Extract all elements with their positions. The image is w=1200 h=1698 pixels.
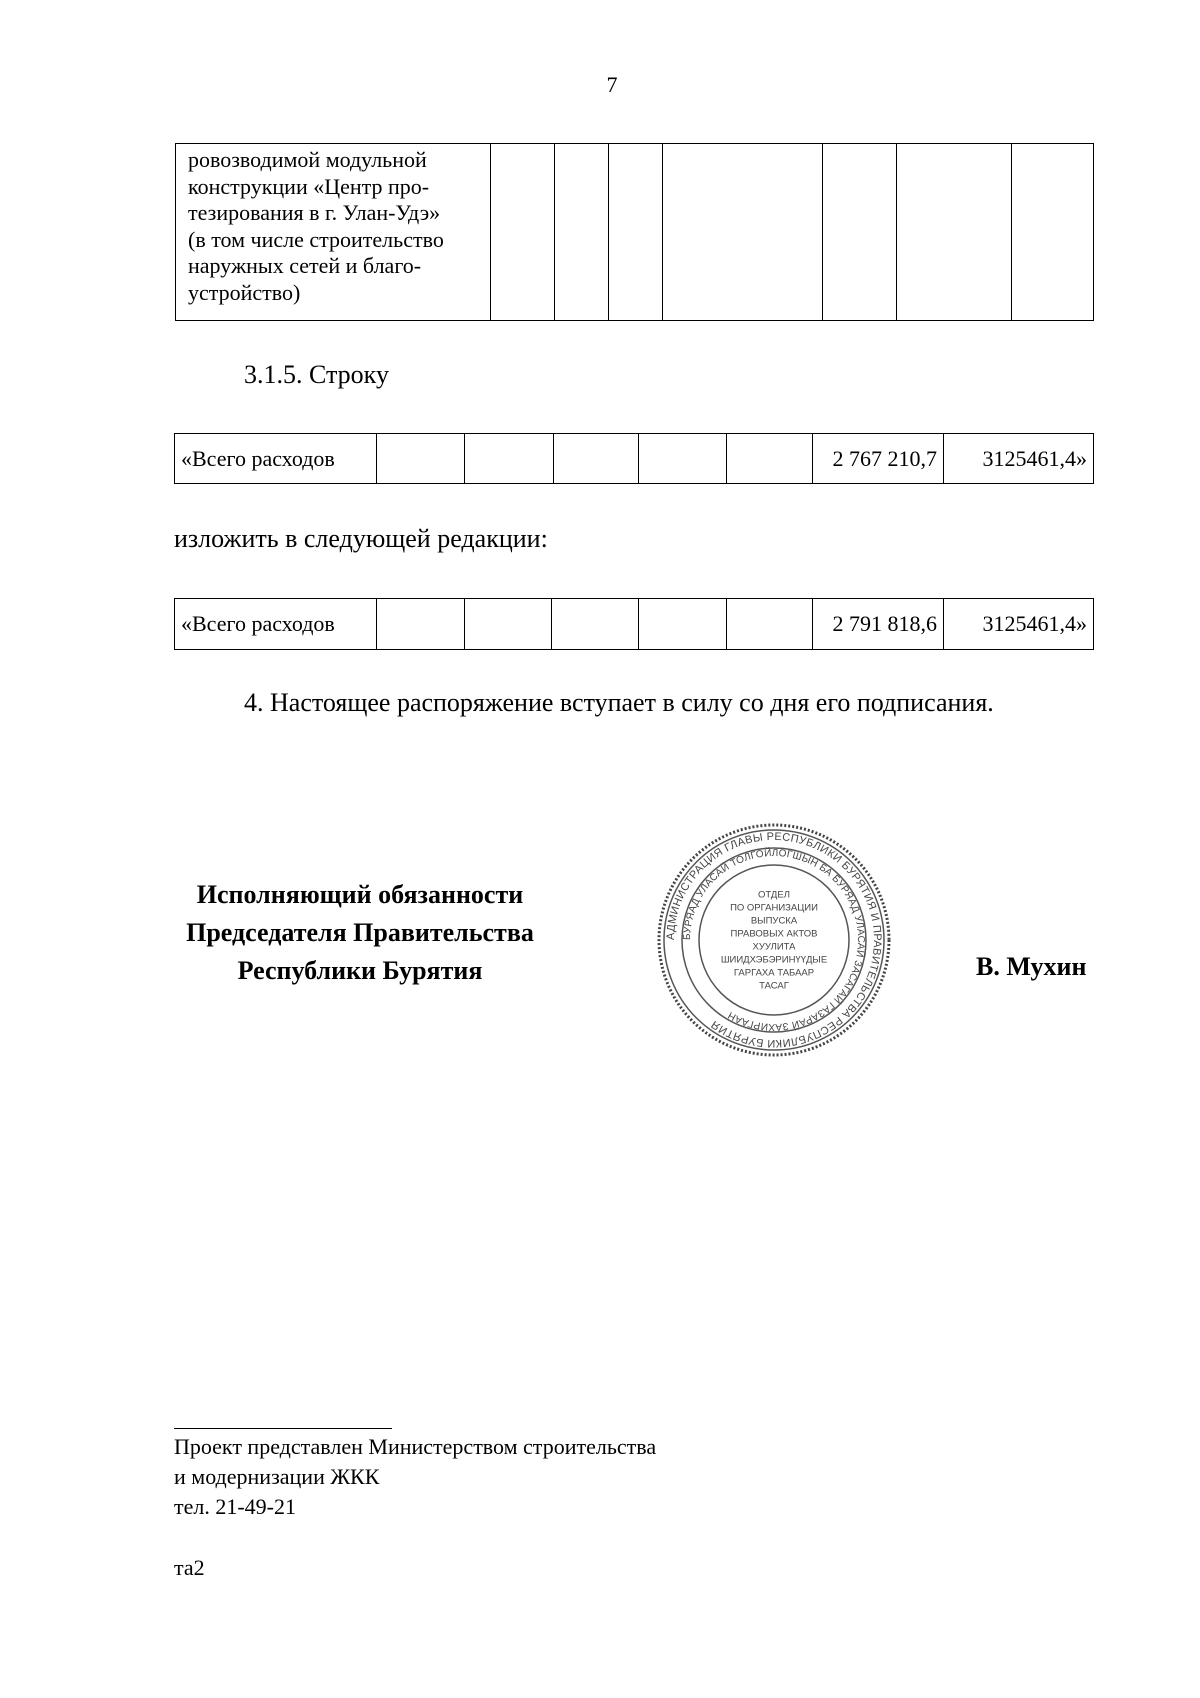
new-total-row-table [174,598,1094,650]
svg-text:АДМИНИСТРАЦИЯ ГЛАВЫ РЕСПУБЛИКИ [665,831,883,1049]
page-number: 7 [606,72,618,97]
object-name-cell [176,144,491,321]
stamp-center-line: ОТДЕЛ [758,889,790,901]
total-value-cell: 3125461,4» [944,434,1094,484]
total-label-cell: «Всего расходов [175,434,377,484]
footer-note [174,1432,656,1522]
stamp-center-line: ГАРГАХА ТАБААР [733,967,815,979]
official-stamp [656,822,892,1058]
table-row [175,434,1094,484]
total-value-cell: 2 791 818,6 [813,599,944,650]
footer-divider [174,1428,392,1429]
signatory-title-line: Республики Бурятия [237,956,483,985]
object-name-line: наружных сетей и благо- [188,253,422,278]
footer-line: и модернизации ЖКК [174,1464,380,1489]
empty-cell [377,434,465,484]
table-row [175,599,1094,650]
empty-cell [639,599,727,650]
empty-cell [377,599,465,650]
signatory-title-line: Председателя Правительства [186,918,534,947]
object-name-line: ровозводимой модульной [188,147,427,172]
new-wording-intro: изложить в следующей редакции: [174,524,548,553]
stamp-center-line: ВЫПУСКА [750,915,798,927]
empty-cell [727,434,813,484]
empty-cell [609,144,663,321]
empty-cell [727,599,813,650]
empty-cell [554,434,639,484]
signatory-title-line: Исполняющий обязанности [196,880,524,909]
total-value-cell: 2 767 210,7 [813,434,944,484]
empty-cell [465,434,554,484]
total-value-cell: 3125461,4» [944,599,1094,650]
object-name-line: конструкции «Центр про- [188,173,430,199]
stamp-center-line: ХУУЛИТА [752,941,796,953]
stamp-center-line: ТАСАГ [759,980,789,992]
stamp-outer-text: АДМИНИСТРАЦИЯ ГЛАВЫ РЕСПУБЛИКИ БУРЯТИЯ И ПРАВИТЕЛЬСТВА РЕСПУБЛИКИ БУРЯТИЯ [664,830,884,1050]
document-code: та2 [174,1555,205,1580]
stamp-center-line: ПРАВОВЫХ АКТОВ [730,928,818,940]
stamp-center-text [721,890,827,992]
signatory-title [150,876,570,990]
stamp-center-line: ШИИДХЭБЭРИНҮҮДЫЕ [720,954,828,966]
footer-line: тел. 21-49-21 [174,1494,297,1519]
table-row [176,144,1094,321]
continuation-table [175,143,1094,321]
object-name-line: (в том числе строительство [188,226,444,252]
signatory-name: В. Мухин [976,952,1087,981]
empty-cell [639,434,727,484]
stamp-inner-text: БУРЯАД УЛАСАЙ ТОЛГОЙЛОГШЫН БА БУРЯАД УЛАСАЙ ЗАСАГАЙ ГАЗАРАЙ ЗАХИРГААН [681,847,867,1033]
footer-line: Проект представлен Министерством строительства [174,1434,657,1459]
empty-cell [491,144,555,321]
item-3-1-5: 3.1.5. Строку [244,360,389,389]
empty-cell [823,144,897,321]
empty-cell [897,144,1012,321]
total-label-cell: «Всего расходов [175,599,377,650]
item-4: 4. Настоящее распоряжение вступает в силу со дня его подписания. [244,688,994,717]
stamp-center-line: ПО ОРГАНИЗАЦИИ [730,902,818,914]
old-total-row-table [174,433,1094,484]
empty-cell [1012,144,1094,321]
empty-cell [663,144,823,321]
object-name-line: тезирования в г. Улан-Удэ» [188,200,441,225]
empty-cell [555,144,609,321]
object-name-line: устройство) [188,279,301,305]
empty-cell [552,599,639,650]
empty-cell [465,599,552,650]
